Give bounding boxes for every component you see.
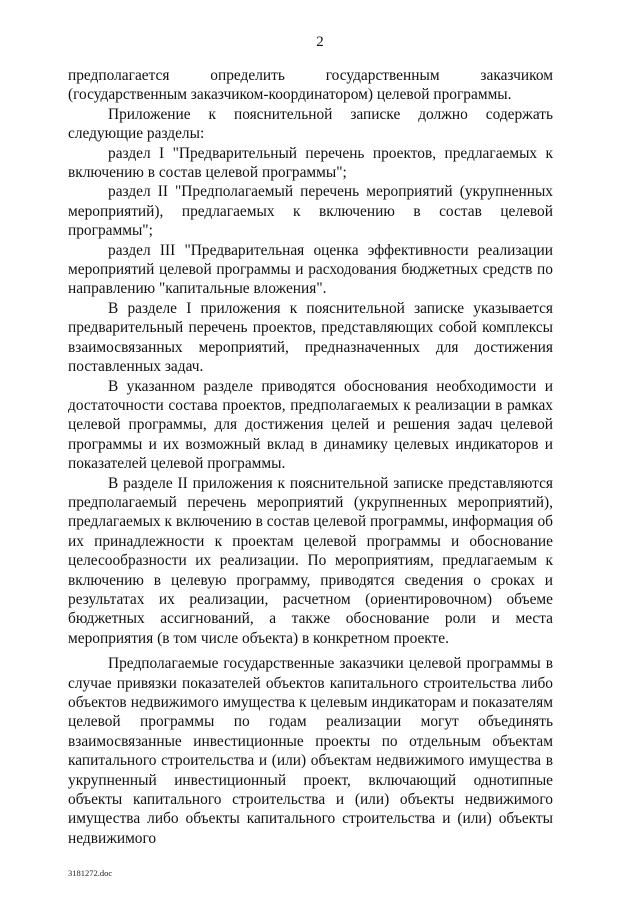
section-i-item: раздел I "Предварительный перечень проектов, предлагаемых к включению в состав целевой программы"; — [68, 144, 553, 182]
paragraph-section-ii: В разделе II приложения к пояснительной записке представляются предполагаемый перечень мероприятий (укрупненных мероприятий), предлагаемых к включению в состав целевой программы, информация об их принадлежности к проектам целевой программы и обоснование целесообразности их реализации. По мероприятиям, предлагаемым к включению в целевую программу, приводятся сведения о сроках и результатах их реализации, расчетном (ориентировочном) объеме бюджетных ассигнований, а также обоснование роли и места мероприятия (в том числе объекта) в конкретном проекте. — [68, 474, 553, 647]
paragraph-section-i: В разделе I приложения к пояснительной записке указывается предварительный перечень проектов, представляющих собой комплексы взаимосвязанных мероприятий, предназначенных для достижения поставленных задач. — [68, 299, 553, 376]
paragraph-justification: В указанном разделе приводятся обоснования необходимости и достаточности состава проектов, предполагаемых к реализации в рамках целевой программы, для достижения целей и решения задач целевой программы и их возможный вклад в динамику целевых индикаторов и показателей целевой программы. — [68, 377, 553, 473]
paragraph-appendix-sections: Приложение к пояснительной записке должно содержать следующие разделы: — [68, 105, 553, 143]
paragraph-continuation: предполагается определить государственным заказчиком (государственным заказчиком-координатором) целевой программы. — [68, 67, 553, 104]
section-iii-item: раздел III "Предварительная оценка эффективности реализации мероприятий целевой программы и расходования бюджетных средств по направлению "капитальные вложения". — [68, 241, 553, 298]
paragraph-state-customers: Предполагаемые государственные заказчики целевой программы в случае привязки показателей объектов капитального строительства либо объектов недвижимого имущества к целевым индикаторам и показателям целевой программы по годам реализации могут объединять взаимосвязанные инвестиционные проекты по отдельным объектам капитального строительства и (или) объектам недвижимого имущества в укрупненный инвестиционный проект, включающий однотипные объекты капитального строительства и (или) объекты недвижимого имущества либо объекты капитального строительства и (или) объекты недвижимого — [68, 655, 553, 847]
section-ii-item: раздел II "Предполагаемый перечень мероприятий (укрупненных мероприятий), предлагаемых к включению в состав целевой программы"; — [68, 183, 553, 240]
footer-document-code: 3181272.doc — [68, 868, 113, 878]
document-body — [68, 66, 553, 848]
page-number: 2 — [316, 34, 324, 50]
